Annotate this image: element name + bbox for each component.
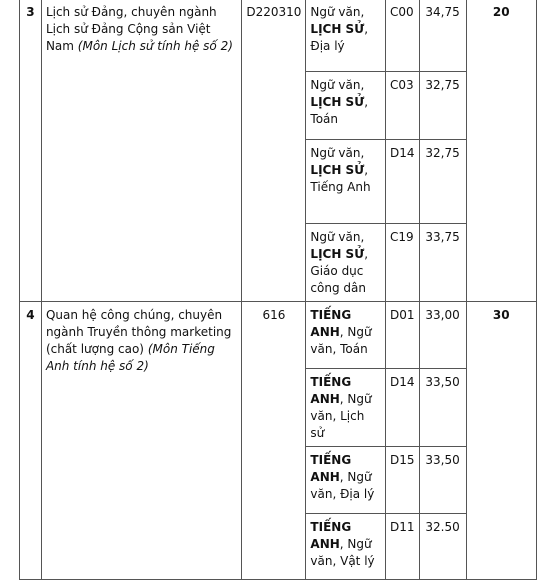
cutoff-score: 34,75	[419, 0, 466, 72]
major-code: 616	[242, 302, 306, 580]
major-note: (Môn Tiếng Anh tính hệ số 2)	[45, 342, 215, 373]
major-name-cell	[41, 302, 241, 580]
cutoff-score: 32,75	[419, 72, 466, 140]
subject-combo-suffix: , Ngữ văn, Lịch sử	[310, 392, 372, 440]
major-code: D220310	[242, 0, 306, 302]
cutoff-score: 33,75	[419, 224, 466, 302]
subject-combo-suffix: , Ngữ văn, Vật lý	[310, 537, 375, 568]
major-note: (Môn Lịch sử tính hệ số 2)	[77, 39, 233, 53]
weighted-subject: LỊCH SỬ	[310, 95, 365, 109]
combo-code: D01	[386, 302, 420, 369]
subject-combo	[306, 369, 386, 447]
combo-code: C19	[386, 224, 420, 302]
subject-combo	[306, 514, 386, 580]
row-number: 4	[20, 302, 42, 580]
quota: 20	[466, 0, 536, 302]
admission-score-table	[19, 0, 537, 580]
subject-combo	[306, 224, 386, 302]
combo-code: D14	[386, 140, 420, 224]
subject-combo-suffix: , Địa lý	[310, 22, 369, 53]
cutoff-score: 33,00	[419, 302, 466, 369]
subject-combo	[306, 72, 386, 140]
subject-combo	[306, 140, 386, 224]
subject-combo-suffix: , Ngữ văn, Địa lý	[310, 470, 375, 501]
cutoff-score: 32,75	[419, 140, 466, 224]
cutoff-score: 33,50	[419, 369, 466, 447]
major-name: Lịch sử Đảng, chuyên ngành Lịch sử Đảng Cộng sản Việt Nam	[45, 5, 217, 53]
subject-combo-prefix: Ngữ văn,	[310, 230, 365, 244]
subject-combo	[306, 0, 386, 72]
subject-combo-suffix: , Ngữ văn, Toán	[310, 325, 372, 356]
subject-combo-prefix: Ngữ văn,	[310, 146, 365, 160]
table-row	[20, 302, 537, 369]
weighted-subject: TIẾNG ANH	[310, 308, 352, 339]
combo-code: D15	[386, 447, 420, 514]
weighted-subject: TIẾNG ANH	[310, 520, 352, 551]
subject-combo	[306, 447, 386, 514]
cutoff-score: 33,50	[419, 447, 466, 514]
weighted-subject: TIẾNG ANH	[310, 375, 352, 406]
quota: 30	[466, 302, 536, 580]
subject-combo-suffix: , Toán	[310, 95, 369, 126]
major-name: Quan hệ công chúng, chuyên ngành Truyền thông marketing (chất lượng cao)	[45, 308, 232, 356]
subject-combo-prefix: Ngữ văn,	[310, 78, 365, 92]
table-row	[20, 0, 537, 72]
major-name-cell	[41, 0, 241, 302]
row-number: 3	[20, 0, 42, 302]
subject-combo-suffix: , Giáo dục công dân	[310, 247, 369, 295]
subject-combo-suffix: , Tiếng Anh	[310, 163, 371, 194]
combo-code: C03	[386, 72, 420, 140]
weighted-subject: TIẾNG ANH	[310, 453, 352, 484]
cutoff-score: 32.50	[419, 514, 466, 580]
subject-combo	[306, 302, 386, 369]
combo-code: C00	[386, 0, 420, 72]
combo-code: D11	[386, 514, 420, 580]
combo-code: D14	[386, 369, 420, 447]
weighted-subject: LỊCH SỬ	[310, 163, 365, 177]
subject-combo-prefix: Ngữ văn,	[310, 5, 365, 19]
weighted-subject: LỊCH SỬ	[310, 22, 365, 36]
weighted-subject: LỊCH SỬ	[310, 247, 365, 261]
